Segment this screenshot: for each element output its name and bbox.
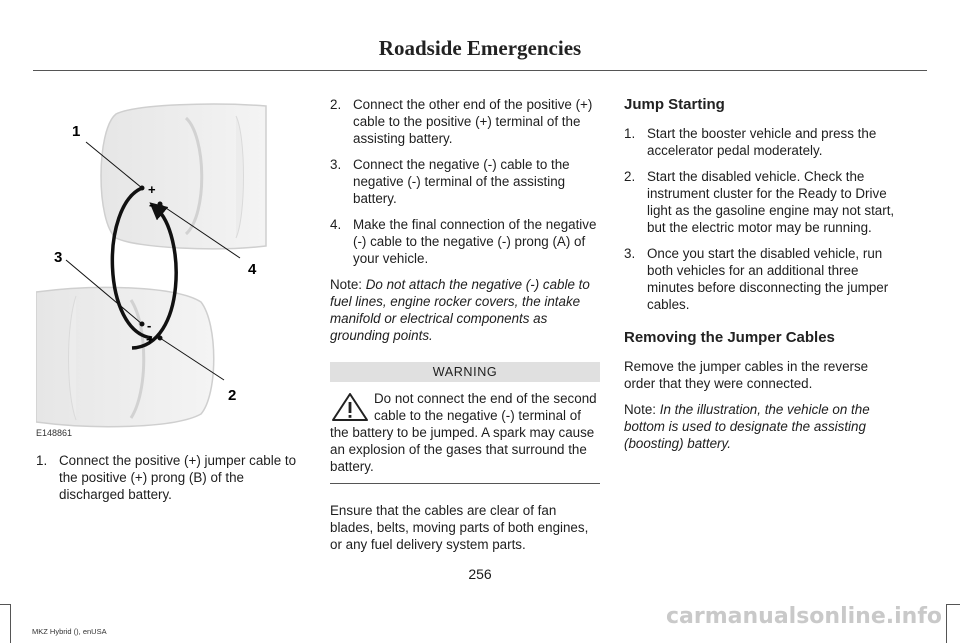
callout-2: 2	[228, 387, 237, 404]
column-1-text	[36, 452, 306, 512]
step-list-2	[330, 96, 600, 267]
crop-mark	[0, 604, 10, 605]
step-text: Start the booster vehicle and press the accelerator pedal moderately.	[647, 126, 877, 158]
document-id: MKZ Hybrid (), enUSA	[32, 627, 107, 636]
callout-4: 4	[248, 261, 257, 278]
step-item	[36, 452, 306, 503]
note-label: Note:	[624, 402, 657, 417]
step-number: 2.	[330, 97, 342, 112]
warning-box	[330, 390, 600, 484]
removal-paragraph: Remove the jumper cables in the reverse order that they were connected.	[624, 359, 869, 391]
step-text: Make the final connection of the negative (-) cable to the negative (-) prong (A) of your vehicle.	[353, 217, 597, 266]
column-3	[624, 96, 896, 461]
note-text: In the illustration, the vehicle on the bottom is used to designate the assisting (boosting) battery.	[624, 402, 870, 451]
warning-triangle-icon	[330, 392, 370, 422]
page-number: 256	[468, 566, 492, 582]
plus-sign-bottom: +	[146, 332, 154, 347]
step-text: Connect the negative (-) cable to the negative (-) terminal of the assisting battery.	[353, 157, 570, 206]
warning-header: WARNING	[330, 362, 600, 382]
minus-sign-top: -	[149, 197, 154, 212]
note-text: Do not attach the negative (-) cable to fuel lines, engine rocker covers, the intake manifold or electrical components as grounding points.	[330, 277, 590, 343]
step-number: 1.	[624, 126, 636, 141]
minus-sign-bottom: -	[147, 318, 152, 333]
crop-mark	[10, 604, 11, 643]
page-title: Roadside Emergencies	[378, 36, 582, 60]
warning-text: Do not connect the end of the second cable to the negative (-) terminal of the battery to be jumped. A spark may cause an explosion of the gases that surround the battery.	[330, 391, 597, 474]
step-number: 1.	[36, 453, 48, 468]
section-heading-jump-starting: Jump Starting	[624, 96, 725, 113]
step-number: 3.	[624, 246, 636, 261]
plus-sign-top: +	[148, 182, 156, 197]
step-item	[624, 245, 896, 313]
callout-1: 1	[72, 123, 81, 140]
step-item	[624, 125, 896, 159]
step-item	[330, 216, 600, 267]
jump-start-illustration	[36, 96, 276, 440]
assisted-vehicle	[101, 104, 266, 249]
step-number: 3.	[330, 157, 342, 172]
note-paragraph	[330, 276, 600, 344]
watermark: carmanualsonline.info	[666, 604, 942, 629]
step-number: 4.	[330, 217, 342, 232]
section-heading-removing-cables: Removing the Jumper Cables	[624, 329, 835, 346]
step-item	[330, 96, 600, 147]
note-paragraph	[624, 401, 896, 452]
step-text: Once you start the disabled vehicle, run both vehicles for an additional three minutes before disconnecting the jumper cables.	[647, 246, 889, 312]
cable-clearance-paragraph: Ensure that the cables are clear of fan blades, belts, moving parts of both engines, or any fuel delivery system parts.	[330, 503, 589, 552]
figure-code: E148861	[36, 428, 73, 438]
step-item	[330, 156, 600, 207]
crop-mark	[946, 604, 947, 643]
callout-3: 3	[54, 249, 63, 266]
step-text: Connect the positive (+) jumper cable to the positive (+) prong (B) of the discharged battery.	[59, 453, 297, 502]
step-text: Connect the other end of the positive (+) cable to the positive (+) terminal of the assisting battery.	[353, 97, 593, 146]
note-label: Note:	[330, 277, 363, 292]
step-item	[624, 168, 896, 236]
booster-vehicle	[36, 287, 214, 426]
step-list-1	[36, 452, 306, 503]
crop-mark	[946, 604, 960, 605]
step-text: Start the disabled vehicle. Check the instrument cluster for the Ready to Drive light as the gasoline engine may not start, but the electric motor may be running.	[647, 169, 895, 235]
step-list-3	[624, 125, 896, 313]
step-number: 2.	[624, 169, 636, 184]
column-2	[330, 96, 600, 562]
